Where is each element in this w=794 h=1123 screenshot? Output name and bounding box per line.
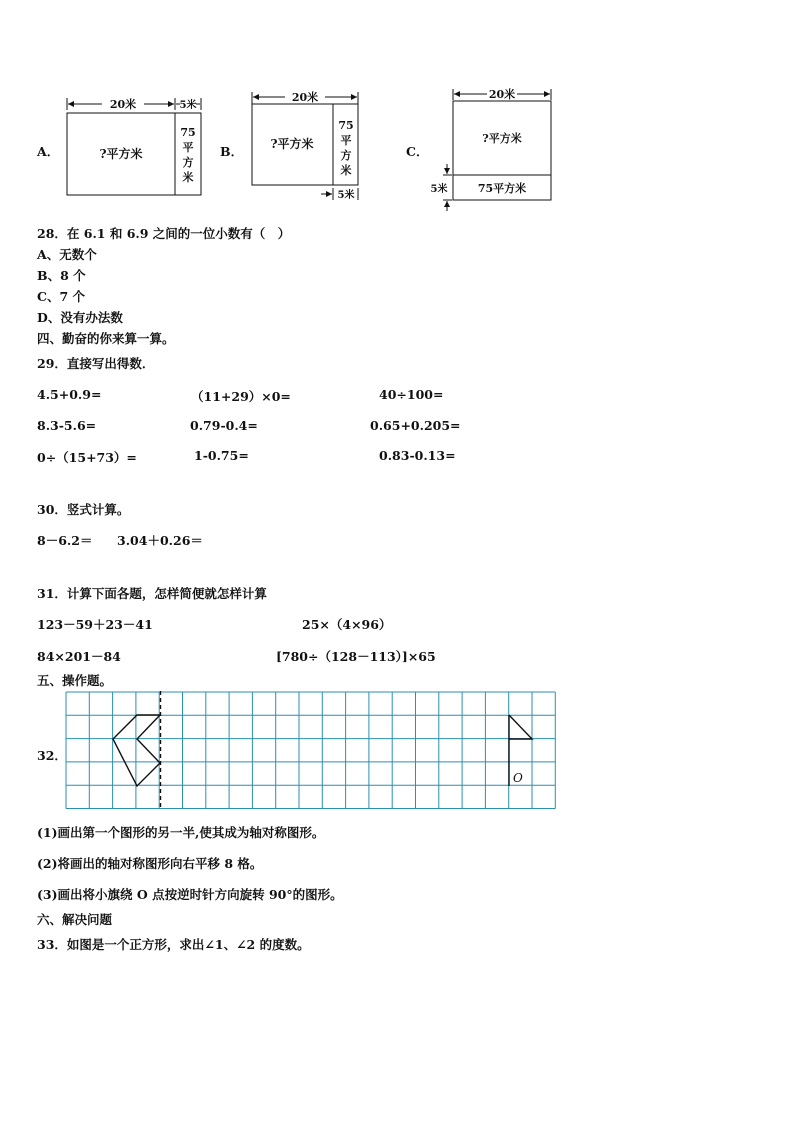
option-a-strip-area-3: 方 — [182, 156, 194, 169]
q29-item: 0÷（15+73）= — [37, 450, 137, 465]
q31-item: [780÷（128－113）]×65 — [276, 649, 436, 664]
option-a-strip-area-1: 75 — [180, 126, 196, 139]
option-a-strip-area-2: 平 — [182, 141, 194, 154]
q32-sub-3: (3)画出将小旗绕 O 点按逆时针方向旋转 90°的图形。 — [37, 887, 343, 902]
q28-stem: 28．在 6.1 和 6.9 之间的一位小数有（ ） — [37, 226, 291, 241]
flag-icon — [509, 715, 532, 739]
option-b-strip-area-4: 米 — [340, 164, 352, 177]
option-c-side-length: 5米 — [430, 184, 448, 195]
q28-option-a: A、无数个 — [37, 247, 97, 262]
q31-item: 84×201－84 — [37, 649, 121, 664]
q30-item: 3.04＋0.26＝ — [117, 533, 203, 548]
q28-option-c: C、7 个 — [37, 289, 85, 304]
option-b-top-length: 20米 — [291, 91, 319, 104]
option-a-figure — [60, 92, 210, 204]
option-b-bottom-length: 5米 — [337, 190, 355, 201]
option-c-strip-area: 75平方米 — [477, 182, 527, 195]
q28-option-b: B、8 个 — [37, 268, 86, 283]
q32-sub-1: (1)画出第一个图形的另一半,使其成为轴对称图形。 — [37, 825, 325, 840]
q29-item: （11+29）×0= — [191, 389, 291, 404]
q31-stem: 31．计算下面各题，怎样简便就怎样计算 — [37, 586, 267, 601]
q32-sub-2: (2)将画出的轴对称图形向右平移 8 格。 — [37, 856, 263, 871]
q32-number: 32． — [37, 748, 67, 763]
q32-grid-figure — [64, 691, 559, 812]
q29-stem: 29．直接写出得数． — [37, 356, 155, 371]
section-6-heading: 六、解决问题 — [37, 912, 113, 927]
option-a-label: A． — [37, 144, 60, 159]
option-b-strip-area-2: 平 — [340, 134, 352, 147]
option-c-figure — [425, 84, 560, 214]
section-4-heading: 四、勤奋的你来算一算。 — [37, 331, 175, 346]
option-b-label: B． — [220, 144, 244, 159]
q29-item: 4.5+0.9= — [37, 387, 102, 402]
option-a-main-area: ?平方米 — [99, 147, 143, 161]
q29-item: 1-0.75= — [194, 448, 249, 463]
q29-item: 0.65+0.205= — [370, 418, 461, 433]
q28-option-d: D、没有办法数 — [37, 310, 123, 325]
q31-item: 25×（4×96） — [302, 617, 392, 632]
q29-item: 0.79-0.4= — [190, 418, 258, 433]
q30-item: 8－6.2＝ — [37, 533, 93, 548]
square-grid — [66, 692, 555, 809]
section-5-heading: 五、操作题。 — [37, 673, 113, 688]
q29-item: 8.3-5.6= — [37, 418, 97, 433]
q30-stem: 30．竖式计算。 — [37, 502, 130, 517]
q31-item: 123－59＋23－41 — [37, 617, 153, 632]
q29-item: 40÷100= — [379, 387, 444, 402]
option-c-label: C． — [406, 144, 429, 159]
option-a-top-length: 20米 — [109, 98, 137, 111]
option-a-strip-length: 5米 — [179, 100, 197, 111]
option-b-figure — [245, 86, 370, 204]
q33-stem: 33．如图是一个正方形，求出∠1、∠2 的度数。 — [37, 937, 310, 952]
point-o-label: O — [513, 771, 523, 785]
option-b-main-area: ?平方米 — [270, 137, 314, 151]
q29-item: 0.83-0.13= — [379, 448, 456, 463]
option-b-strip-area-3: 方 — [340, 149, 352, 162]
option-c-top-length: 20米 — [488, 88, 516, 101]
option-a-strip-area-4: 米 — [182, 171, 194, 184]
half-shape — [113, 715, 160, 786]
option-b-strip-area-1: 75 — [338, 119, 354, 132]
option-c-main-area: ?平方米 — [482, 132, 522, 145]
